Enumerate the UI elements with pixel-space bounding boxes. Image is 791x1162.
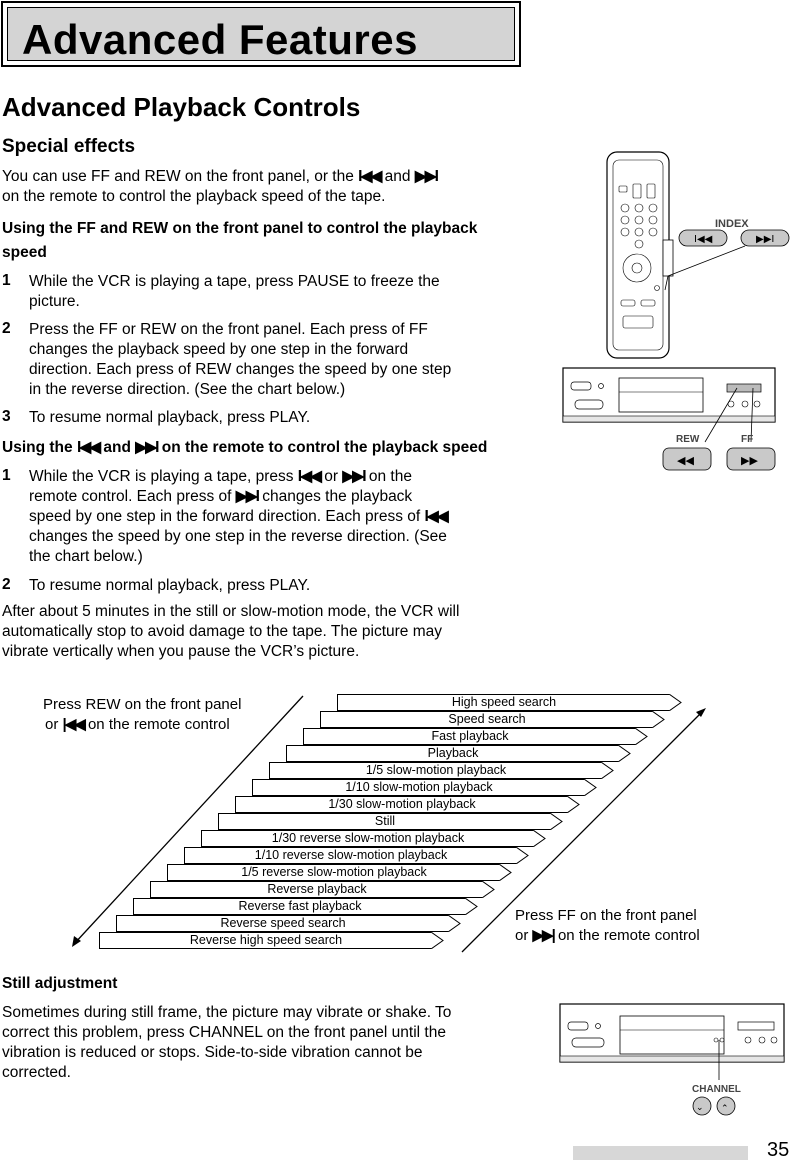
- speed-step-label: Reverse speed search: [220, 916, 346, 930]
- speed-step-label: Still: [374, 814, 396, 828]
- rew-caption-fragment: or: [45, 716, 59, 733]
- speed-step-label: Playback: [427, 746, 479, 760]
- still-adjustment-text: [2, 1003, 451, 1083]
- step-fragment: While the VCR is playing a tape, press: [29, 468, 294, 485]
- speed-step-bar: [286, 745, 619, 762]
- step-number: 1: [2, 272, 11, 289]
- speed-step-bar: [303, 728, 636, 745]
- still-line: correct this problem, press CHANNEL on the front panel until the: [2, 1024, 446, 1041]
- step-text: To resume normal playback, press PLAY.: [29, 577, 311, 594]
- speed-step-bar: [133, 898, 466, 915]
- step-number: 2: [2, 576, 11, 593]
- speed-step-bar: [167, 864, 500, 881]
- speed-step-bar: [218, 813, 551, 830]
- speed-step-bar: [337, 694, 670, 711]
- rew-caption-fragment: on the remote control: [87, 716, 230, 733]
- rewind-icon: ◀◀: [677, 454, 694, 467]
- step-line: picture.: [29, 293, 80, 310]
- speed-step-label: Reverse high speed search: [189, 933, 343, 947]
- step-text: [29, 467, 509, 567]
- ff-caption-fragment: or: [515, 927, 529, 944]
- step-number: 2: [2, 320, 11, 337]
- skip-back-icon: |◀◀: [62, 716, 84, 733]
- speed-step-label: High speed search: [451, 695, 557, 709]
- subheading-remote-post: on the remote to control the playback speed: [161, 439, 488, 456]
- subheading-remote-and: and: [103, 439, 131, 456]
- step-line: in the reverse direction. (See the chart below.): [29, 381, 346, 398]
- vcr-drawing: [563, 368, 775, 442]
- speed-step-bar-tip: [669, 694, 683, 711]
- still-line: vibration is reduced or stops. Side-to-side vibration cannot be: [2, 1044, 423, 1061]
- speed-step-bar-tip: [618, 745, 632, 762]
- note-line: After about 5 minutes in the still or slow-motion mode, the VCR will: [2, 603, 460, 620]
- speed-step-bar: [320, 711, 653, 728]
- rew-caption-line1: Press REW on the front panel: [43, 696, 242, 713]
- page-header: [1, 1, 521, 67]
- speed-step-label: 1/5 reverse slow-motion playback: [241, 865, 427, 879]
- remote-control-drawing: [607, 152, 745, 358]
- speed-step-bar: [235, 796, 568, 813]
- speed-step-label: Fast playback: [431, 729, 509, 743]
- step-fragment: or: [324, 468, 339, 485]
- speed-step-bar-tip: [550, 813, 564, 830]
- still-adjustment-heading: Still adjustment: [2, 975, 118, 992]
- channel-label: CHANNEL: [692, 1084, 741, 1095]
- speed-step-bar: [99, 932, 432, 949]
- step-number: 3: [2, 408, 11, 425]
- remote-vcr-illustration: [555, 150, 791, 480]
- speed-step-label: 1/10 slow-motion playback: [345, 780, 493, 794]
- page-header-panel: [7, 7, 515, 61]
- step-text: To resume normal playback, press PLAY.: [29, 409, 311, 426]
- page-number: 35: [767, 1139, 790, 1161]
- speed-step-bar-tip: [652, 711, 666, 728]
- speed-step-label: Reverse fast playback: [238, 899, 362, 913]
- speed-step-bar-tip: [584, 779, 598, 796]
- step-line: direction. Each press of REW changes the speed by one step: [29, 361, 452, 378]
- step-fragment: on the: [368, 468, 412, 485]
- step-line: Press the FF or REW on the front panel. Each press of FF: [29, 321, 428, 338]
- speed-step-bar: [184, 847, 517, 864]
- speed-step-label: 1/30 slow-motion playback: [328, 797, 476, 811]
- speed-step-label: Reverse playback: [267, 882, 367, 896]
- chevron-up-icon: ⌃: [721, 1104, 729, 1114]
- skip-forward-icon: ▶▶|: [532, 927, 554, 944]
- speed-step-bar: [252, 779, 585, 796]
- speed-step-bar-tip: [635, 728, 649, 745]
- step-line: [29, 487, 509, 507]
- skip-forward-icon: ▶▶I: [235, 488, 258, 505]
- note-line: automatically stop to avoid damage to the tape. The picture may: [2, 623, 442, 640]
- subheading-front-panel-cont: speed: [2, 244, 47, 261]
- subheading-remote: [2, 438, 487, 458]
- chevron-down-icon: ⌄: [696, 1103, 704, 1113]
- speed-step-bar-tip: [499, 864, 513, 881]
- speed-step-label: 1/30 reverse slow-motion playback: [271, 831, 465, 845]
- subheading-remote-pre: Using the: [2, 439, 73, 456]
- rew-label: REW: [676, 434, 700, 445]
- step-line: the chart below.): [29, 548, 143, 565]
- speed-step-bar-tip: [567, 796, 581, 813]
- page-header-title: Advanced Features: [22, 16, 418, 63]
- speed-step-bar: [116, 915, 449, 932]
- special-effects-heading: Special effects: [2, 136, 136, 157]
- step-line: [29, 507, 509, 527]
- ff-caption-line1: Press FF on the front panel: [515, 907, 697, 924]
- intro-text-1: You can use FF and REW on the front panel, or the: [2, 168, 354, 185]
- page-footer-bar: [573, 1146, 748, 1160]
- speed-step-bar-tip: [516, 847, 530, 864]
- speed-step-bar: [150, 881, 483, 898]
- skip-forward-icon: ▶▶I: [756, 234, 775, 245]
- fast-forward-icon: ▶▶: [741, 454, 758, 467]
- ff-label: FF: [741, 434, 754, 445]
- speed-step-bar-tip: [465, 898, 479, 915]
- step-fragment: speed by one step in the forward direction. Each press of: [29, 508, 421, 525]
- speed-step-bar-tip: [601, 762, 615, 779]
- speed-step-label: Speed search: [448, 712, 526, 726]
- skip-forward-icon: ▶▶I: [135, 439, 158, 456]
- intro-text-2: on the remote to control the playback speed of the tape.: [2, 188, 386, 205]
- step-number: 1: [2, 467, 11, 484]
- vcr-channel-illustration: [558, 1000, 790, 1120]
- skip-back-icon: I◀◀: [297, 468, 320, 485]
- skip-back-icon: I◀◀: [694, 234, 713, 245]
- speed-step-bar-tip: [482, 881, 496, 898]
- speed-step-label: 1/5 slow-motion playback: [365, 763, 507, 777]
- step-fragment: remote control. Each press of: [29, 488, 232, 505]
- step-text: [29, 320, 451, 400]
- speed-step-bar: [269, 762, 602, 779]
- step-line: While the VCR is playing a tape, press PAUSE to freeze the: [29, 273, 440, 290]
- step-fragment: changes the playback: [262, 488, 413, 505]
- speed-step-bar: [201, 830, 534, 847]
- intro-and: and: [384, 168, 411, 185]
- intro-paragraph: [2, 167, 522, 207]
- skip-back-icon: I◀◀: [358, 168, 381, 185]
- speed-step-bar-tip: [448, 915, 462, 932]
- still-line: Sometimes during still frame, the picture may vibrate or shake. To: [2, 1004, 452, 1021]
- step-line: [29, 467, 509, 487]
- note-line: vibrate vertically when you pause the VCR’s picture.: [2, 643, 360, 660]
- skip-back-icon: I◀◀: [76, 439, 100, 456]
- ff-caption-fragment: on the remote control: [557, 927, 700, 944]
- skip-back-icon: I◀◀: [424, 508, 447, 525]
- section-title: Advanced Playback Controls: [2, 92, 361, 122]
- index-label: INDEX: [715, 218, 749, 230]
- step-text: [29, 272, 440, 312]
- speed-step-bar-tip: [533, 830, 547, 847]
- note-paragraph: [2, 602, 459, 662]
- subheading-front-panel: Using the FF and REW on the front panel to control the playback: [2, 220, 478, 237]
- speed-step-bar-tip: [431, 932, 445, 949]
- step-line: changes the playback speed by one step in the forward: [29, 341, 409, 358]
- skip-forward-icon: ▶▶I: [342, 468, 365, 485]
- skip-forward-icon: ▶▶I: [414, 168, 437, 185]
- speed-step-label: 1/10 reverse slow-motion playback: [254, 848, 448, 862]
- still-line: corrected.: [2, 1064, 71, 1081]
- vcr-body: [560, 1004, 784, 1062]
- step-line: changes the speed by one step in the reverse direction. (See: [29, 528, 447, 545]
